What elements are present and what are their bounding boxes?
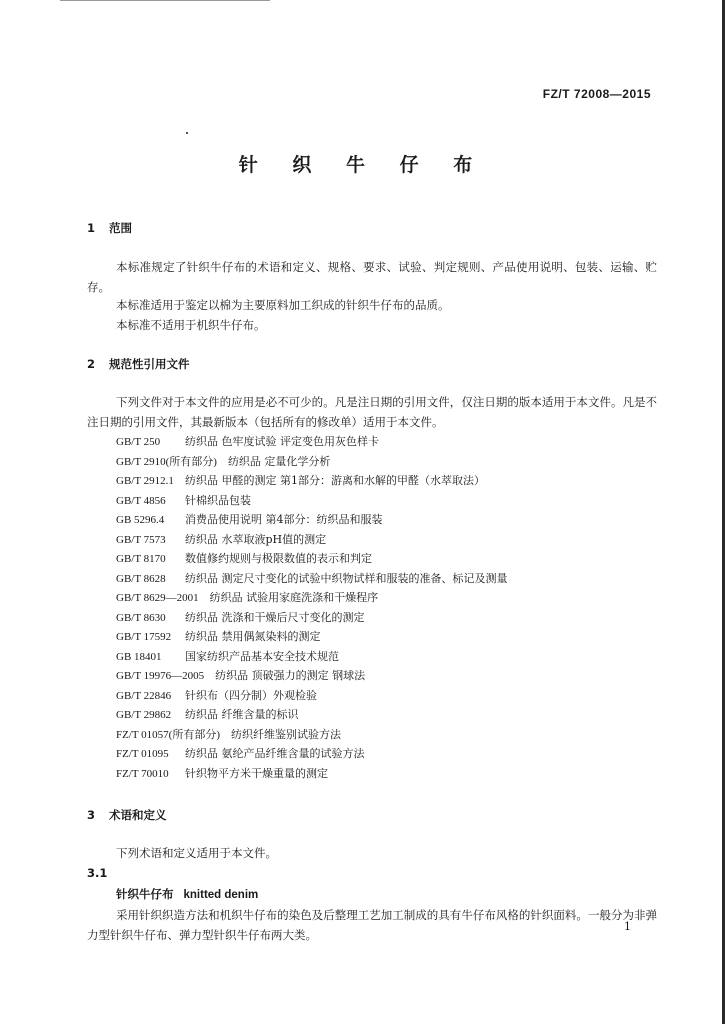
reference-item: FZ/T 70010 针织物平方米干燥重量的测定 xyxy=(116,766,328,780)
section-number: 2 xyxy=(87,357,96,371)
reference-item: GB/T 4856 针棉织品包装 xyxy=(116,493,251,507)
reference-item: GB/T 22846 针织布（四分制）外观检验 xyxy=(116,688,317,702)
reference-item: GB/T 8630 纺织品 洗涤和干燥后尺寸变化的测定 xyxy=(116,610,365,624)
reference-item: GB 5296.4 消费品使用说明 第4部分：纺织品和服装 xyxy=(116,513,383,526)
paragraph: 本标准规定了针织牛仔布的术语和定义、规格、要求、试验、判定规则、产品使用说明、包装、运输、贮存。 xyxy=(87,260,657,294)
reference-item: GB/T 250 纺织品 色牢度试验 评定变色用灰色样卡 xyxy=(116,435,379,448)
standard-code: FZ/T 72008—2015 xyxy=(542,87,651,101)
reference-item: FZ/T 01057(所有部分) 纺织纤维鉴别试验方法 xyxy=(116,727,341,741)
term-entry xyxy=(116,886,258,902)
paragraph: 下列术语和定义适用于本文件。 xyxy=(116,846,277,860)
reference-item: GB 18401 国家纺织产品基本安全技术规范 xyxy=(116,649,339,663)
document-title: 针 织 牛 仔 布 xyxy=(238,154,487,176)
definition: 采用针织织造方法和机织牛仔布的染色及后整理工艺加工制成的具有牛仔布风格的针织面料。一般分为非弹力型针织牛仔布、弹力型针织牛仔布两大类。 xyxy=(87,908,657,942)
section-title: 规范性引用文件 xyxy=(109,357,190,371)
section-title: 术语和定义 xyxy=(109,808,167,822)
section-title: 范围 xyxy=(109,221,132,235)
scan-speck xyxy=(186,132,188,134)
scan-top-line xyxy=(60,0,270,1)
paragraph: 本标准适用于鉴定以棉为主要原料加工织成的针织牛仔布的品质。 xyxy=(116,298,450,312)
reference-item: GB/T 7573 纺织品 水萃取液pH值的测定 xyxy=(116,532,327,546)
subsection-number: 3.1 xyxy=(87,866,108,880)
reference-item: GB/T 8629—2001 纺织品 试验用家庭洗涤和干燥程序 xyxy=(116,591,379,604)
reference-item: GB/T 2912.1 纺织品 甲醛的测定 第1部分：游离和水解的甲醛（水萃取法） xyxy=(116,474,485,487)
section-number: 3 xyxy=(87,808,96,822)
paragraph: 下列文件对于本文件的应用是必不可少的。凡是注日期的引用文件，仅注日期的版本适用于本文件。凡是不注日期的引用文件，其最新版本（包括所有的修改单）适用于本文件。 xyxy=(87,395,657,429)
reference-item: GB/T 8170 数值修约规则与极限数值的表示和判定 xyxy=(116,552,372,565)
paragraph: 本标准不适用于机织牛仔布。 xyxy=(116,318,266,332)
reference-list xyxy=(116,432,508,783)
term-english: knitted denim xyxy=(183,889,259,901)
reference-item: GB/T 17592 纺织品 禁用偶氮染料的测定 xyxy=(116,630,321,643)
section-1-heading xyxy=(87,220,132,236)
section-3-heading xyxy=(87,807,167,823)
reference-item: FZ/T 01095 纺织品 氨纶产品纤维含量的试验方法 xyxy=(116,747,365,760)
term-chinese: 针织牛仔布 xyxy=(116,887,174,901)
reference-item: GB/T 19976—2005 纺织品 顶破强力的测定 钢球法 xyxy=(116,669,366,682)
reference-item: GB/T 2910(所有部分) 纺织品 定量化学分析 xyxy=(116,454,331,468)
section-number: 1 xyxy=(87,221,96,235)
reference-item: GB/T 8628 纺织品 测定尺寸变化的试验中织物试样和服装的准备、标记及测量 xyxy=(116,571,508,585)
reference-item: GB/T 29862 纺织品 纤维含量的标识 xyxy=(116,708,299,721)
section-2-heading xyxy=(87,356,190,372)
page-number: 1 xyxy=(624,920,631,933)
